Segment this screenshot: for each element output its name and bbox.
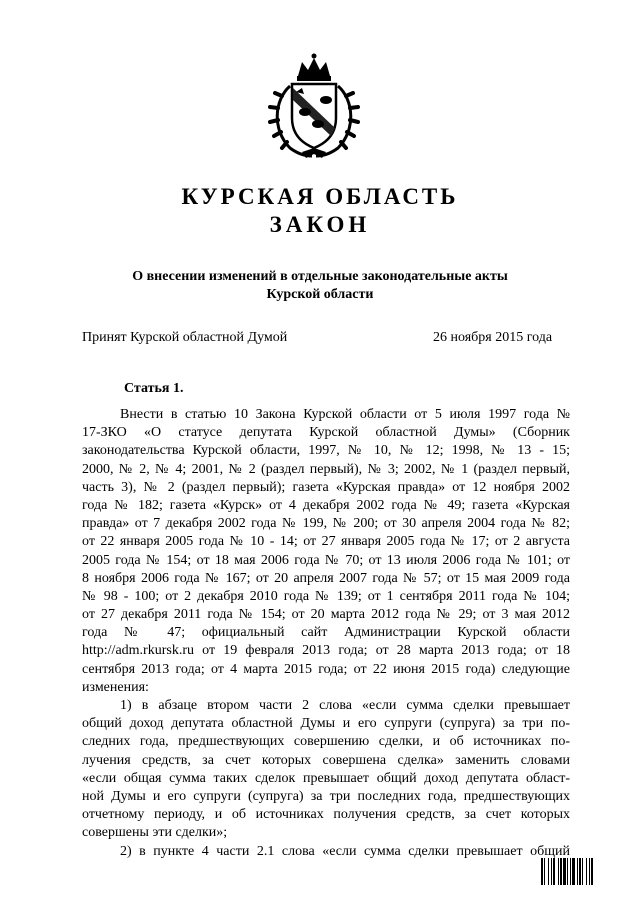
body-line: Внести в статью 10 Закона Курской области от 5 июля 1997 года №	[120, 407, 570, 422]
body-line: лучения средств, за счет которых совершена сделка» заменить словами	[82, 752, 570, 768]
body-line: часть 3), № 2 (раздел первый); газета «Курская правда» от 12 ноября 2002	[82, 479, 570, 495]
adopted-by: Принят Курской областной Думой	[82, 330, 288, 345]
body-line: отчетному периоду, и об источниках получения средств, за счет которых	[82, 807, 570, 823]
region-title: КУРСКАЯ ОБЛАСТЬ	[181, 184, 459, 209]
body-line: № 98 - 100; от 2 декабря 2010 года № 139; от 1 сентября 2011 года № 104;	[82, 588, 570, 604]
body-line: законодательства Курской области, 1997, № 10, № 12; 1998, № 13 - 15;	[82, 443, 570, 459]
law-subject-line: Курской области	[266, 287, 374, 302]
body-line: 8 ноября 2006 года № 167; от 20 апреля 2007 года № 57; от 15 мая 2009 года	[82, 570, 570, 586]
article-heading: Статья 1.	[124, 381, 184, 396]
body-line: сентября 2013 года; от 4 марта 2015 года; от 22 июня 2015 года) следующие	[82, 661, 570, 677]
body-line: от 27 декабря 2011 года № 154; от 20 марта 2012 года № 29; от 3 мая 2012	[82, 607, 570, 623]
body-line: http://adm.rkursk.ru от 19 февраля 2013 года; от 28 марта 2013 года; от 18	[82, 643, 570, 659]
body-line: 2005 года № 154; от 18 мая 2006 года № 70; от 13 июля 2006 года № 101; от	[82, 552, 570, 568]
body-line: совершены эти сделки»;	[82, 825, 228, 841]
law-subject	[0, 268, 640, 304]
law-title: ЗАКОН	[269, 212, 371, 237]
adoption-date: 26 ноября 2015 года	[433, 330, 553, 345]
body-line: «если общая сумма таких сделок превышает общий доход депутата област-	[82, 770, 570, 786]
body-line: года № 47; официальный сайт Администрации Курской области	[82, 625, 570, 641]
body-line: общий доход депутата областной Думы и его супруги (супруга) за три по-	[82, 716, 570, 732]
body-line: 2) в пункте 4 части 2.1 слова «если сумма сделки превышает общий	[120, 843, 570, 859]
body-line: следних года, предшествующих совершению сделки, и об источниках по-	[82, 734, 570, 750]
barcode	[541, 858, 624, 885]
body-line: 17-ЗКО «О статусе депутата Курской областной Думы» (Сборник	[82, 425, 570, 441]
body-line: ной Думы и его супруги (супруга) за три последних года, предшествующих	[82, 788, 570, 804]
article-body	[82, 406, 570, 861]
coat-of-arms-emblem	[268, 52, 360, 160]
body-line: 1) в абзаце втором части 2 слова «если сумма сделки превышает	[120, 698, 570, 713]
body-line: от 22 января 2005 года № 10 - 14; от 27 января 2005 года № 17; от 2 августа	[82, 534, 570, 550]
body-line: правда» от 7 декабря 2002 года № 199, № 200; от 30 апреля 2004 года № 82;	[82, 516, 570, 532]
body-line: изменения:	[82, 679, 149, 695]
body-line: 2000, № 2, № 4; 2001, № 2 (раздел первый), № 3; 2002, № 1 (раздел первый,	[82, 461, 570, 477]
body-line: года № 182; газета «Курск» от 4 декабря 2002 года № 49; газета «Курская	[82, 497, 570, 513]
law-subject-line: О внесении изменений в отдельные законодательные акты	[132, 269, 508, 284]
